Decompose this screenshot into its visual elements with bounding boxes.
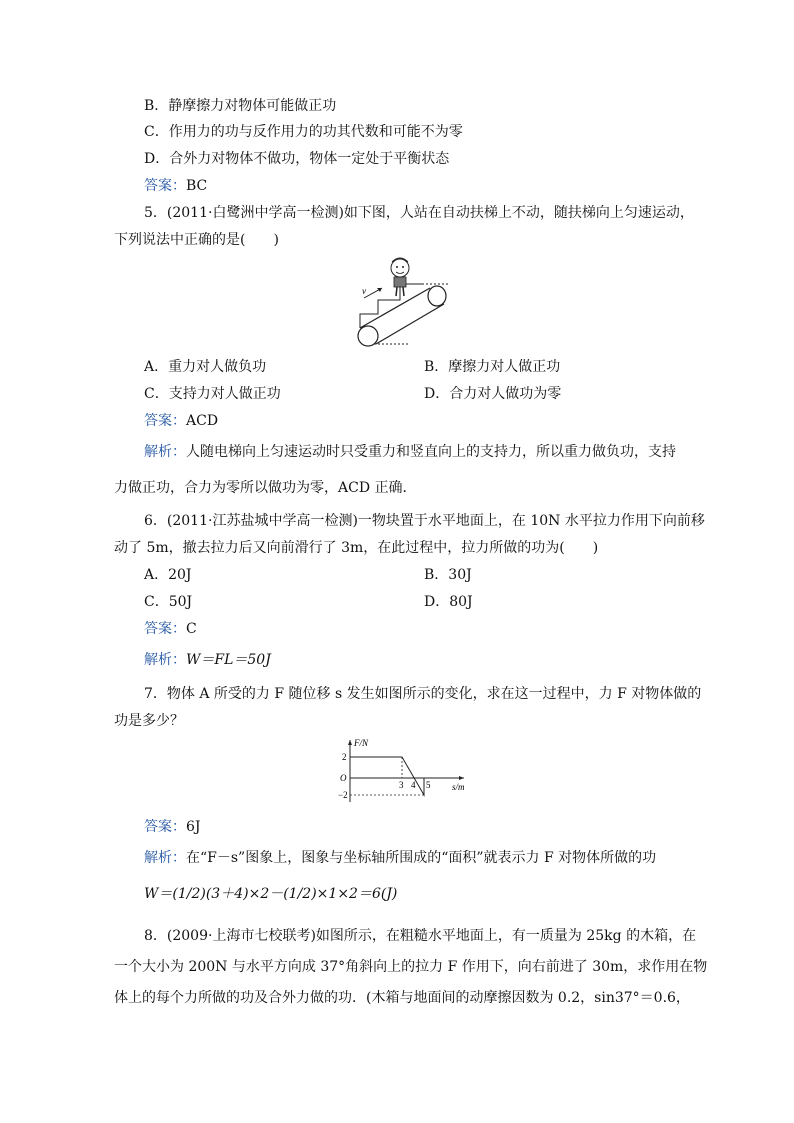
answer-label: 答案： xyxy=(144,413,186,429)
x-axis-label: s/m xyxy=(452,782,465,792)
q7-analysis xyxy=(144,848,656,868)
x-tick-label: 3 xyxy=(399,780,404,790)
q6-stem-line2: 动了 5m，撤去拉力后又向前滑行了 3m，在此过程中，拉力所做的功为( ) xyxy=(114,540,599,556)
q4-answer xyxy=(144,176,207,196)
q6-option-a: A．20J xyxy=(144,567,192,583)
q4-option-c: C．作用力的功与反作用力的功其代数和可能不为零 xyxy=(144,124,463,140)
analysis-label: 解析： xyxy=(144,444,186,460)
tube-upper-end xyxy=(428,286,446,306)
answer-value: C xyxy=(186,621,197,637)
escalator-steps xyxy=(360,284,422,328)
analysis-text: 在“F－s”图象上，图象与坐标轴所围成的“面积”就表示力 F 对物体所做的功 xyxy=(186,850,657,866)
x-tick-label: 4 xyxy=(411,780,416,790)
velocity-label: v xyxy=(362,286,366,296)
answer-label: 答案： xyxy=(144,178,186,194)
q5-stem-line2: 下列说法中正确的是( ) xyxy=(114,232,279,248)
answer-label: 答案： xyxy=(144,621,186,637)
q5-option-d: D．合力对人做功为零 xyxy=(424,386,562,402)
analysis-text: 人随电梯向上匀速运动时只受重力和竖直向上的支持力，所以重力做负功，支持 xyxy=(186,444,676,460)
tube-lower-end xyxy=(358,326,378,346)
analysis-label: 解析： xyxy=(144,850,186,866)
q7-stem-line2: 功是多少？ xyxy=(114,713,184,729)
y-axis-label: F/N xyxy=(354,738,369,748)
q8-stem-line1: 8．(2009·上海市七校联考)如图所示，在粗糙水平地面上，有一质量为 25kg 的木箱，在 xyxy=(144,928,697,944)
x-axis-arrow-icon xyxy=(459,776,464,780)
q8-stem-line2: 一个大小为 200N 与水平方向成 37°角斜向上的拉力 F 作用下，向右前进了 30m，求作用在物 xyxy=(114,959,708,975)
q5-analysis-line2: 力做正功，合力为零所以做功为零，ACD 正确． xyxy=(114,480,417,496)
y-tick-label: 2 xyxy=(342,752,347,762)
q6-analysis xyxy=(144,650,271,670)
answer-label: 答案： xyxy=(144,819,186,835)
q7-stem-line1: 7．物体 A 所受的力 F 随位移 s 发生如图所示的变化，求在这一过程中，力 F 对物体做的 xyxy=(144,686,702,702)
q7-formula: W＝(1/2)(3＋4)×2－(1/2)×1×2＝6(J) xyxy=(144,886,398,902)
q5-stem-line1: 5．(2011·白鹭洲中学高一检测)如下图，人站在自动扶梯上不动，随扶梯向上匀速运动， xyxy=(144,205,694,221)
y-tick-label: −2 xyxy=(338,790,348,800)
answer-value: BC xyxy=(186,178,208,194)
q5-option-c: C．支持力对人做正功 xyxy=(144,386,281,402)
analysis-label: 解析： xyxy=(144,652,186,668)
q4-option-b: B．静摩擦力对物体可能做正功 xyxy=(144,98,337,114)
q6-answer xyxy=(144,619,197,639)
q5-option-b: B．摩擦力对人做正功 xyxy=(424,359,561,375)
origin-label: O xyxy=(340,773,347,783)
q7-answer xyxy=(144,817,201,837)
q5-answer xyxy=(144,411,218,431)
analysis-formula: W＝FL＝50J xyxy=(186,652,271,668)
escalator-figure xyxy=(352,256,452,352)
q6-option-c: C．50J xyxy=(144,594,193,610)
y-axis-arrow-icon xyxy=(348,740,352,745)
q8-stem-line3: 体上的每个力所做的功及合外力做的功．(木箱与地面间的动摩擦因数为 0.2，sin37°＝0.6， xyxy=(114,990,690,1006)
q6-stem-line1: 6．(2011·江苏盐城中学高一检测)一物块置于水平地面上，在 10N 水平拉力作用下向前移 xyxy=(144,513,705,529)
q5-analysis-line1 xyxy=(144,442,676,462)
answer-value: ACD xyxy=(186,413,219,429)
tube-bottom-edge xyxy=(376,304,444,344)
q6-option-b: B．30J xyxy=(424,567,472,583)
q4-option-d: D．合外力对物体不做功，物体一定处于平衡状态 xyxy=(144,151,450,167)
answer-value: 6J xyxy=(186,819,201,835)
x-tick-label: 5 xyxy=(426,780,431,790)
q6-option-d: D．80J xyxy=(424,594,473,610)
force-displacement-graph xyxy=(330,736,470,806)
q5-option-a: A．重力对人做负功 xyxy=(144,359,267,375)
